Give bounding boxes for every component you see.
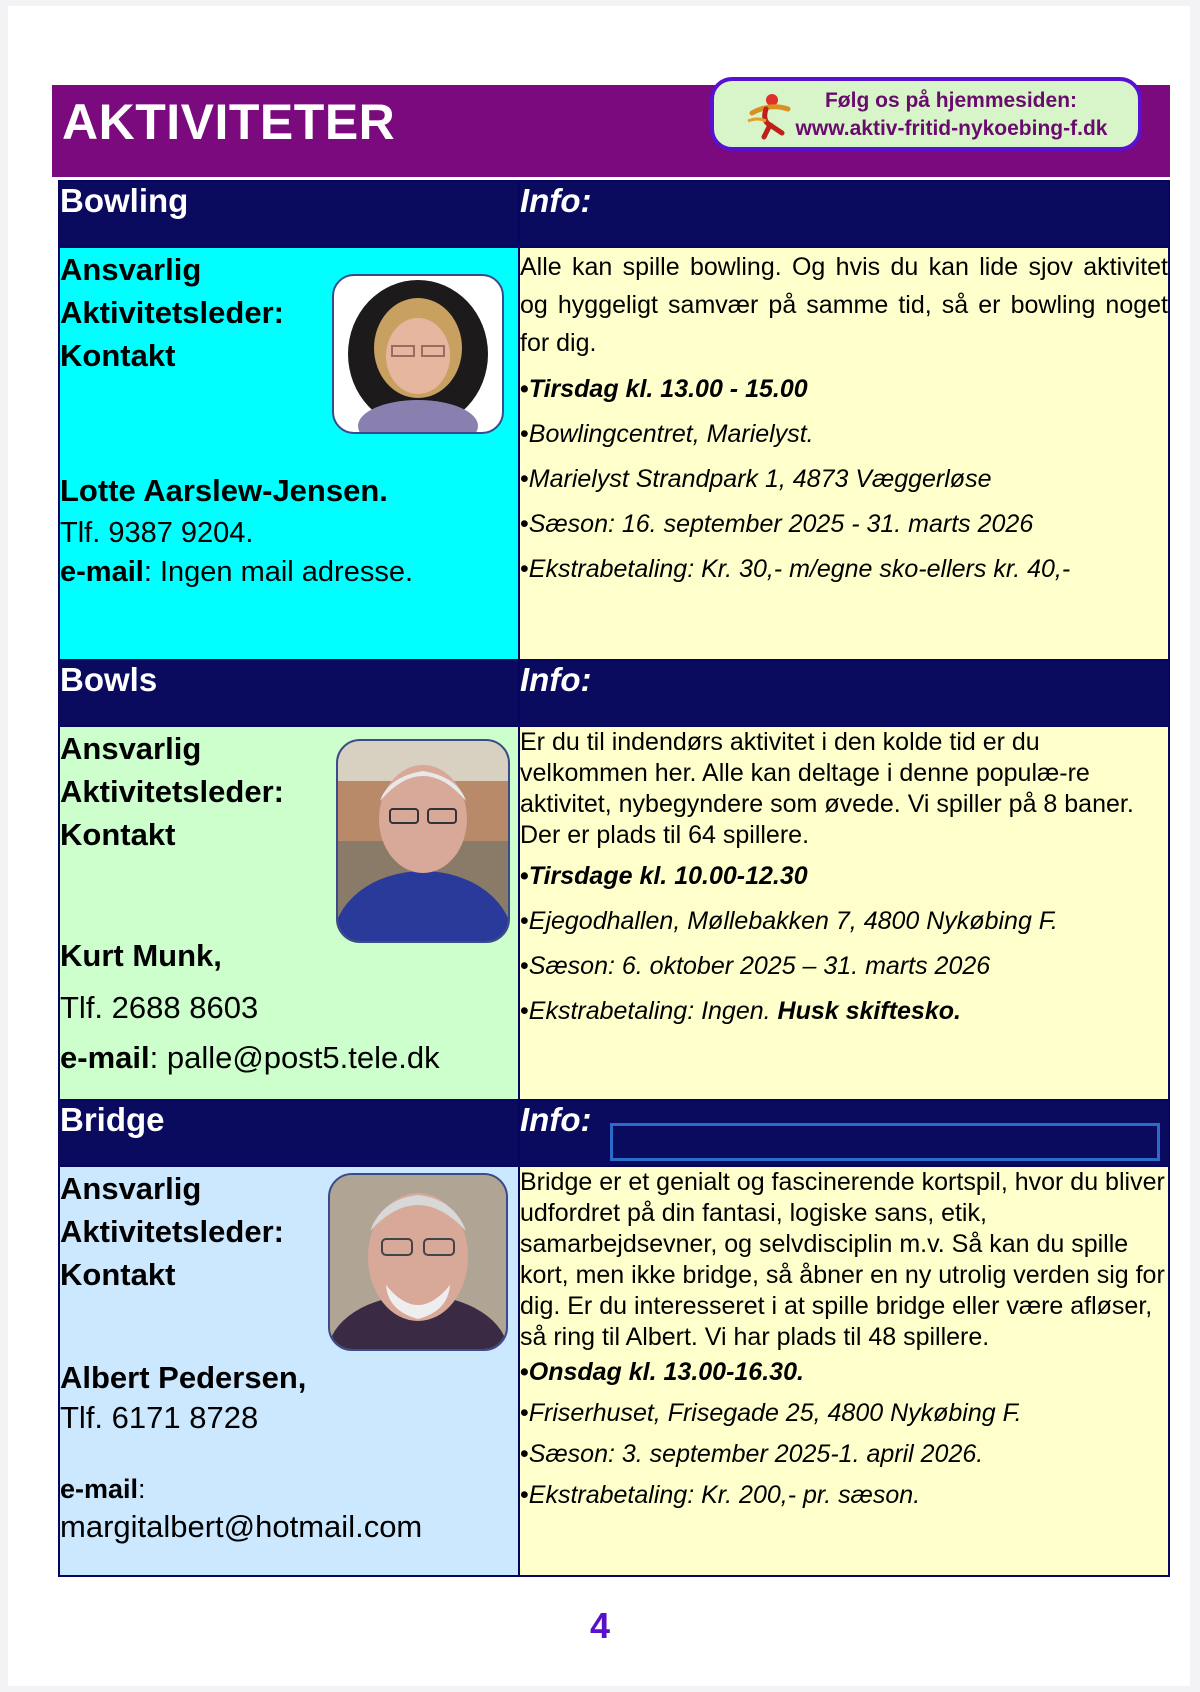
page-number: 4 (589, 1605, 611, 1646)
info-cell-bowling (519, 247, 1169, 660)
list-item: • Sæson: 3. september 2025-1. april 2026. (520, 1439, 1168, 1470)
activity-description: Alle kan spille bowling. Og hvis du kan lide sjov aktivitet og hyggeligt samvær på samme tid, så er bowling noget for dig. (520, 253, 1168, 357)
activity-name-bowls: Bowls (59, 660, 519, 726)
leader-email-label: e-mail: (60, 1474, 146, 1504)
list-item: • Sæson: 6. oktober 2025 – 31. marts 2026 (520, 951, 1168, 982)
leader-name: Kurt Munk, (60, 938, 222, 973)
activity-details (520, 374, 1168, 585)
leader-photo (336, 739, 510, 943)
leader-email: margitalbert@hotmail.com (60, 1509, 423, 1544)
info-cell-bowls (519, 726, 1169, 1100)
role-label: Ansvarlig Aktivitetsleder: Kontakt (60, 1171, 284, 1292)
role-label: Ansvarlig Aktivitetsleder: Kontakt (60, 731, 284, 852)
leader-name: Albert Pedersen, (60, 1360, 307, 1395)
list-item: • Sæson: 16. september 2025 - 31. marts 2026 (520, 509, 1168, 540)
contact-cell-bridge (59, 1166, 519, 1576)
contact-cell-bowling (59, 247, 519, 660)
list-item: • Ekstrabetaling: Kr. 200,- pr. sæson. (520, 1480, 1168, 1511)
activity-details (520, 861, 1168, 1027)
activities-table (58, 180, 1170, 1577)
list-item: • Ekstrabetaling: Kr. 30,- m/egne sko-ellers kr. 40,- (520, 554, 1168, 585)
info-cell-bridge (519, 1166, 1169, 1576)
leader-name: Lotte Aarslew-Jensen. (60, 473, 388, 508)
list-item: • Onsdag kl. 13.00-16.30. (520, 1357, 1168, 1388)
activity-name-bridge: Bridge (59, 1100, 519, 1166)
list-item: • Tirsdage kl. 10.00-12.30 (520, 861, 1168, 892)
list-item: • Ejegodhallen, Møllebakken 7, 4800 Nykøbing F. (520, 906, 1168, 937)
leader-phone: Tlf. 2688 8603 (60, 990, 259, 1025)
list-item: • Tirsdag kl. 13.00 - 15.00 (520, 374, 1168, 405)
leader-email: e-mail: palle@post5.tele.dk (60, 1040, 440, 1075)
activity-details (520, 1357, 1168, 1511)
empty-text-box[interactable] (610, 1123, 1160, 1161)
list-item: • Ekstrabetaling: Ingen. Husk skiftesko. (520, 996, 1168, 1027)
website-callout[interactable] (710, 77, 1142, 151)
leader-phone: Tlf. 6171 8728 (60, 1400, 259, 1435)
contact-cell-bowls (59, 726, 519, 1100)
leader-phone: Tlf. 9387 9204. (60, 517, 254, 549)
info-heading: Info: (519, 660, 1169, 726)
activity-description: Er du til indendørs aktivitet i den kolde tid er du velkommen her. Alle kan deltage i denne populæ-re aktivitet, nybegyndere som øvede. Vi spiller på 8 baner. Der er plads til 64 spillere. (520, 728, 1134, 849)
leader-email: e-mail: Ingen mail adresse. (60, 556, 414, 588)
leader-photo (328, 1173, 508, 1351)
role-label: Ansvarlig Aktivitetsleder: Kontakt (60, 252, 284, 373)
list-item: • Bowlingcentret, Marielyst. (520, 419, 1168, 450)
follow-label: Følg os på hjemmesiden: (824, 89, 1078, 112)
info-heading-bridge: Info: (519, 1100, 1169, 1166)
activity-description: Bridge er et genialt og fascinerende kortspil, hvor du bliver udfordret på din fantasi, logiske sans, etik, samarbejdsevner, og selvdisciplin m.v. Så kan du spille kort, men ikke bridge, så åbner en ny utrolig verden sig for dig. Er du interesseret i at spille bridge eller være afløser, så ring til Albert. Vi har plads til 48 spillere. (520, 1168, 1165, 1351)
leader-photo (332, 274, 504, 434)
page-title: AKTIVITETER (62, 94, 396, 150)
list-item: • Friserhuset, Frisegade 25, 4800 Nykøbing F. (520, 1398, 1168, 1429)
activity-name-bowling: Bowling (59, 181, 519, 247)
website-link[interactable]: www.aktiv-fritid-nykoebing-f.dk (795, 117, 1108, 140)
info-heading: Info: (519, 181, 1169, 247)
list-item: • Marielyst Strandpark 1, 4873 Væggerløse (520, 464, 1168, 495)
